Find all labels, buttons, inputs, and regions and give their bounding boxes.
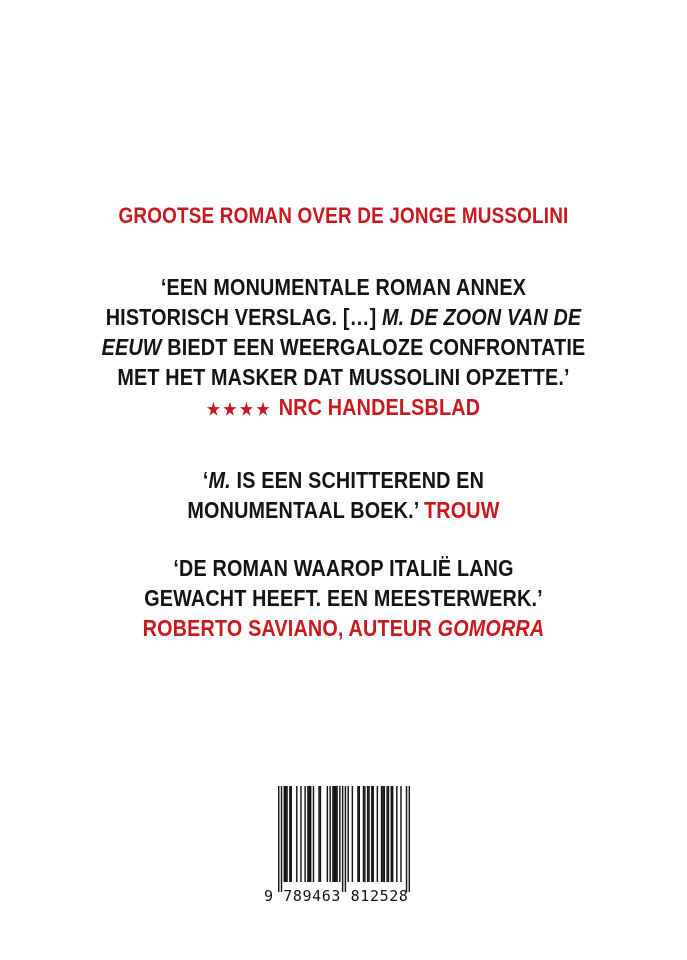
barcode-bar <box>368 786 369 882</box>
barcode-bar <box>278 786 279 892</box>
barcode-bar <box>386 786 387 882</box>
review-quote-nrc <box>48 272 639 425</box>
barcode-bar <box>300 786 301 882</box>
quote-mark: ‘ <box>202 467 209 493</box>
quote-line: GEWACHT HEEFT. EEN MEESTERWERK.’ <box>144 585 543 611</box>
barcode-bar <box>392 786 393 882</box>
book-title: EEUW <box>101 334 162 360</box>
barcode-bar <box>371 786 372 882</box>
barcode-bar <box>291 786 292 882</box>
barcode-bar <box>372 786 373 882</box>
quote-line <box>48 302 639 332</box>
barcode-bar <box>363 786 364 882</box>
barcode-bar <box>391 786 392 882</box>
barcode-bar <box>307 786 308 882</box>
barcode-bar <box>327 786 328 882</box>
barcode-bar <box>364 786 365 882</box>
barcode-bar <box>318 786 319 882</box>
quote-text: HISTORISCH VERSLAG. […] <box>105 304 383 330</box>
barcode-bar <box>400 786 401 882</box>
book-title: M. DE ZOON VAN DE <box>382 304 582 330</box>
barcode-bar <box>285 786 286 882</box>
barcode-bar <box>334 786 335 882</box>
quote-text: IS EEN SCHITTEREND EN <box>230 467 485 493</box>
barcode-bar <box>345 786 346 892</box>
barcode-bar <box>329 786 330 882</box>
barcode-bar <box>396 786 397 882</box>
barcode-bar <box>296 786 297 882</box>
barcode-bar <box>359 786 360 882</box>
book-title: GOMORRA <box>437 615 545 641</box>
barcode-bar <box>352 786 353 882</box>
barcode-bar <box>339 786 340 882</box>
barcode-bar <box>347 786 348 882</box>
barcode-bar <box>377 786 378 882</box>
barcode-bar <box>342 786 343 892</box>
barcode-bar <box>304 786 305 882</box>
quote-text: BIEDT EEN WEERGALOZE CONFRONTATIE <box>161 334 586 360</box>
barcode-bar <box>367 786 368 882</box>
quote-line: MET HET MASKER DAT MUSSOLINI OPZETTE.’ <box>117 364 570 390</box>
quote-line: ‘EEN MONUMENTALE ROMAN ANNEX <box>160 274 527 300</box>
isbn-number: 9 789463 812528 <box>264 887 409 905</box>
barcode-bar <box>332 786 333 882</box>
quote-line <box>48 465 639 495</box>
barcode-bar <box>313 786 314 882</box>
source-name: NRC HANDELSBLAD <box>278 394 481 420</box>
barcode-bar <box>286 786 287 882</box>
barcode-bar <box>406 786 407 892</box>
barcode-bar <box>281 786 282 892</box>
quote-line: ‘DE ROMAN WAAROP ITALIË LANG <box>173 555 514 581</box>
review-quote-trouw <box>48 465 639 525</box>
tagline-text: GROOTSE ROMAN OVER DE JONGE MUSSOLINI <box>118 203 569 228</box>
star-rating: ★★★★ <box>206 400 274 419</box>
review-quote-saviano <box>48 553 639 643</box>
source-name: TROUW <box>424 497 500 523</box>
barcode-bar <box>310 786 311 882</box>
barcode-bar <box>284 786 285 882</box>
barcode-bar <box>381 786 382 882</box>
source-name: ROBERTO SAVIANO, AUTEUR <box>142 615 438 641</box>
barcode-bar <box>409 786 410 892</box>
barcode-bar <box>357 786 358 882</box>
barcode-bar <box>384 786 385 882</box>
barcode-bar <box>336 786 337 882</box>
quote-text: MONUMENTAAL BOEK.’ <box>187 497 425 523</box>
quote-source <box>48 392 639 425</box>
barcode-bar <box>335 786 336 882</box>
barcode-bar <box>388 786 389 882</box>
tagline <box>48 201 639 231</box>
barcode-bar <box>382 786 383 882</box>
barcode-bar <box>320 786 321 882</box>
quote-line <box>48 495 639 525</box>
quote-line <box>48 332 639 362</box>
barcode-bar <box>289 786 290 882</box>
book-title: M. <box>208 467 231 493</box>
quote-source <box>48 613 639 643</box>
barcode-bar <box>309 786 310 882</box>
